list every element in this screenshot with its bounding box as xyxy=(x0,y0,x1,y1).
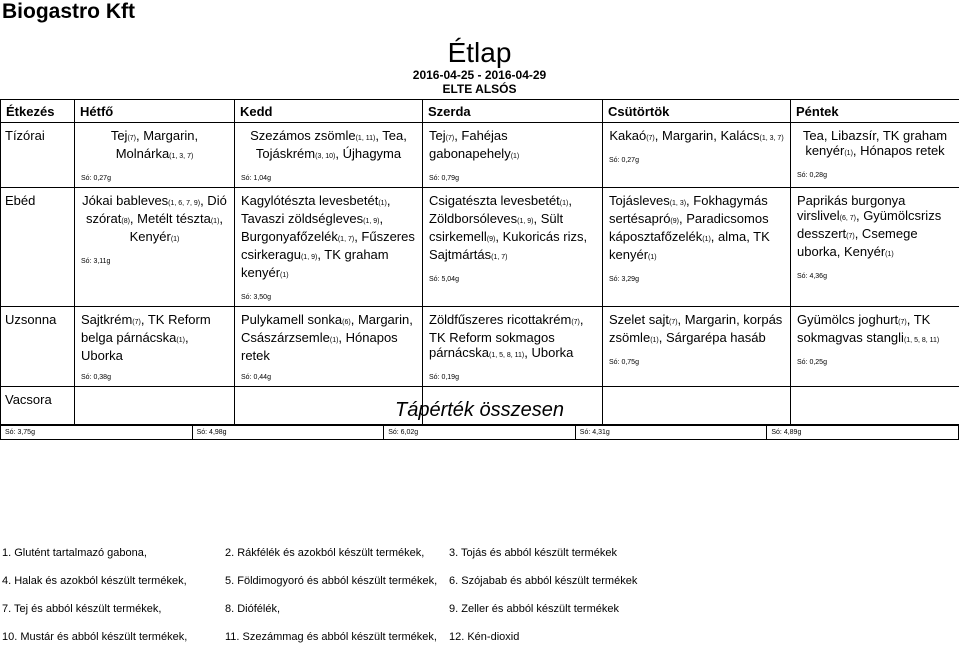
total-pentek: Só: 4,89g xyxy=(767,425,959,440)
salt-value: Só: 0,28g xyxy=(797,172,827,179)
total-title: Tápérték összesen xyxy=(395,399,564,421)
dish-text: Zöldfűszeres ricottakrém(7), TK Reform sokmagos párnácska(1, 5, 8, 11), Uborka xyxy=(429,312,584,360)
menu-cell xyxy=(75,123,235,188)
menu-cell xyxy=(603,307,791,387)
meal-name: Uzsonna xyxy=(1,307,75,387)
salt-value: Só: 0,44g xyxy=(241,374,271,381)
salt-value: Só: 3,29g xyxy=(609,276,639,283)
header-csutortok: Csütörtök xyxy=(603,100,791,123)
dish-text: Sajtkrém(7), TK Reform belga párnácska(1), Uborka xyxy=(81,312,211,363)
salt-value: Só: 3,11g xyxy=(81,258,111,265)
company-name: Biogastro Kft xyxy=(2,0,135,23)
salt-value: Só: 0,38g xyxy=(81,374,111,381)
legend-item: 2. Rákfélék és azokból készült termékek, xyxy=(225,547,425,559)
dish-text: Tea, Libazsír, TK graham kenyér(1), Hónapos retek xyxy=(802,128,948,158)
header-pentek: Péntek xyxy=(791,100,959,123)
header-row xyxy=(1,100,959,123)
dish-text: Kakaó(7), Margarin, Kalács(1, 3, 7) xyxy=(609,128,784,143)
legend-item: 4. Halak és azokból készült termékek, xyxy=(2,575,187,587)
menu-cell xyxy=(235,123,423,188)
legend-item: 1. Glutént tartalmazó gabona, xyxy=(2,547,147,559)
dish-text: Tej(7), Fahéjas gabonapehely(1) xyxy=(429,128,520,161)
meal-row xyxy=(1,307,959,387)
total-szerda: Só: 6,02g xyxy=(384,425,576,440)
salt-value: Só: 3,50g xyxy=(241,294,271,301)
salt-value: Só: 0,27g xyxy=(609,157,639,164)
total-kedd: Só: 4,98g xyxy=(192,425,384,440)
dish-text: Paprikás burgonya virslivel(6, 7), Gyümölcsrizs desszert(7), Csemege uborka, Kenyér(1) xyxy=(797,193,942,259)
legend-item: 8. Diófélék, xyxy=(225,603,281,615)
legend-item: 5. Földimogyoró és abból készült termékek, xyxy=(225,575,438,587)
menu-cell xyxy=(423,123,603,188)
date-range: 2016-04-25 - 2016-04-29 xyxy=(412,68,547,82)
total-hetfo: Só: 3,75g xyxy=(1,425,193,440)
header-hetfo: Hétfő xyxy=(75,100,235,123)
menu-cell xyxy=(75,188,235,307)
salt-value: Só: 0,79g xyxy=(429,175,459,182)
header-kedd: Kedd xyxy=(235,100,423,123)
totals-table xyxy=(0,424,959,440)
legend-item: 6. Szójabab és abból készült termékek xyxy=(449,575,638,587)
dish-text: Gyümölcs joghurt(7), TK sokmagvas stangli(1, 5, 8, 11) xyxy=(797,312,940,345)
school-name: ELTE ALSÓS xyxy=(442,82,517,96)
dish-text: Csigatészta levesbetét(1), Zöldborsóleves(1, 9), Sült csirkemell(9), Kukoricás rizs, Sajtmártás(1, 7) xyxy=(429,193,588,262)
totals-row xyxy=(1,425,959,440)
salt-value: Só: 4,36g xyxy=(797,273,827,280)
dish-text: Tej(7), Margarin, Molnárka(1, 3, 7) xyxy=(110,128,199,161)
legend-item: 3. Tojás és abból készült termékek xyxy=(449,547,617,559)
dish-text: Szelet sajt(7), Margarin, korpás zsömle(1), Sárgarépa hasáb xyxy=(609,312,783,345)
legend-item: 11. Szezámmag és abból készült termékek, xyxy=(225,631,437,643)
meal-name: Vacsora xyxy=(1,387,75,426)
salt-value: Só: 0,19g xyxy=(429,374,459,381)
header-etkezes: Étkezés xyxy=(1,100,75,123)
page-title: Étlap xyxy=(447,37,512,68)
legend-item: 10. Mustár és abból készült termékek, xyxy=(2,631,188,643)
menu-cell xyxy=(791,123,959,188)
salt-value: Só: 0,75g xyxy=(609,359,639,366)
dish-text: Kagylótészta levesbetét(1), Tavaszi zöldségleves(1, 9), Burgonyafőzelék(1, 7), Fűszeres csirkeragu(1, 9), TK graham kenyér(1) xyxy=(241,193,415,280)
legend-item: 7. Tej és abból készült termékek, xyxy=(2,603,162,615)
dish-text: Pulykamell sonka(6), Margarin, Császárzsemle(1), Hónapos retek xyxy=(241,312,413,363)
menu-table xyxy=(0,99,959,426)
menu-cell xyxy=(423,188,603,307)
dish-text: Tojásleves(1, 3), Fokhagymás sertésapró(9), Paradicsomos káposztafőzelék(1), alma, TK kenyér(1) xyxy=(609,193,770,262)
menu-cell xyxy=(791,307,959,387)
legend-item: 12. Kén-dioxid xyxy=(449,631,520,643)
menu-cell xyxy=(235,188,423,307)
header-szerda: Szerda xyxy=(423,100,603,123)
menu-cell xyxy=(423,307,603,387)
menu-cell xyxy=(791,188,959,307)
menu-cell xyxy=(603,123,791,188)
dish-text: Jókai bableves(1, 6, 7, 9), Dió szórat(8), Metélt tészta(1), Kenyér(1) xyxy=(82,193,227,244)
salt-value: Só: 0,27g xyxy=(81,175,111,182)
menu-cell xyxy=(75,307,235,387)
salt-value: Só: 0,25g xyxy=(797,359,827,366)
menu-cell xyxy=(235,307,423,387)
total-csutortok: Só: 4,31g xyxy=(575,425,767,440)
meal-name: Tízórai xyxy=(1,123,75,188)
menu-cell xyxy=(603,188,791,307)
meal-row xyxy=(1,123,959,188)
dish-text: Szezámos zsömle(1, 11), Tea, Tojáskrém(3, 10), Újhagyma xyxy=(250,128,407,161)
meal-name: Ebéd xyxy=(1,188,75,307)
salt-value: Só: 5,04g xyxy=(429,276,459,283)
legend-item: 9. Zeller és abból készült termékek xyxy=(449,603,619,615)
salt-value: Só: 1,04g xyxy=(241,175,271,182)
meal-row xyxy=(1,188,959,307)
